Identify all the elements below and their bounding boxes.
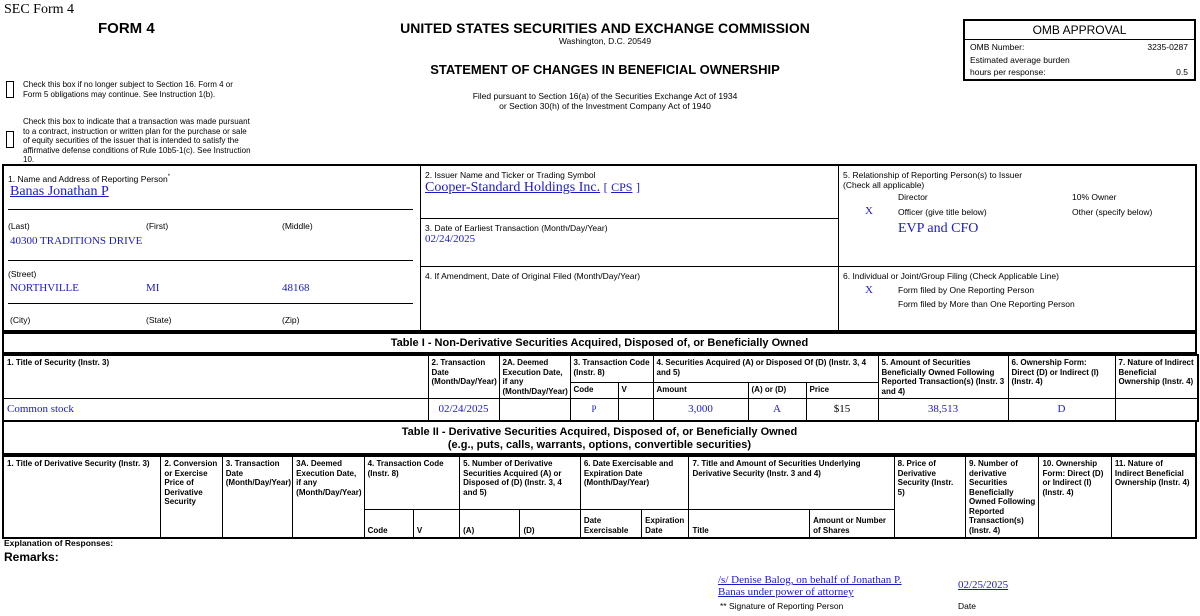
more-persons-option: Form filed by More than One Reporting Person	[898, 299, 1075, 309]
omb-number-label: OMB Number:	[970, 42, 1025, 52]
state-value: MI	[146, 282, 160, 294]
one-person-option: Form filed by One Reporting Person	[898, 285, 1035, 295]
t2-h-deemed: 3A. Deemed Execution Date, if any (Month/Day/Year)	[293, 456, 364, 538]
remarks-label: Remarks:	[4, 550, 59, 564]
agency-block	[380, 20, 830, 111]
t2-h-amount-sub: Amount or Number of Shares	[810, 510, 894, 538]
earliest-date-label: 3. Date of Earliest Transaction (Month/Day/Year)	[425, 223, 608, 233]
table2-subtitle: (e.g., puts, calls, warrants, options, convertible securities)	[447, 439, 752, 451]
amendment-label: 4. If Amendment, Date of Original Filed (Month/Day/Year)	[425, 271, 641, 281]
t1-h-aord-sub: (A) or (D)	[748, 383, 806, 399]
t1-owned-after: 38,513	[878, 399, 1008, 421]
t1-h-price-sub: Price	[806, 383, 878, 399]
section16-text: Check this box if no longer subject to Section 16. Form 4 or Form 5 obligations may continue. See Instruction 1(b).	[23, 80, 233, 99]
t1-h-deemed: 2A. Deemed Execution Date, if any (Month/Day/Year)	[499, 355, 570, 399]
t1-h-owned: 5. Amount of Securities Beneficially Owned Following Reported Transaction(s) (Instr. 3 and 4)	[878, 355, 1008, 399]
signature-date[interactable]: 02/25/2025	[958, 579, 1009, 591]
omb-approval-box	[963, 19, 1196, 81]
t1-v	[618, 399, 653, 421]
t1-h-nature: 7. Nature of Indirect Beneficial Ownership (Instr. 4)	[1115, 355, 1198, 399]
t1-price: $15	[806, 399, 878, 421]
explanation-label: Explanation of Responses:	[4, 538, 114, 548]
table1-title: Table I - Non-Derivative Securities Acquired, Disposed of, or Beneficially Owned	[2, 332, 1197, 354]
omb-burden-label: Estimated average burden	[970, 55, 1070, 65]
t2-h-owned: 9. Number of derivative Securities Beneficially Owned Following Reported Transaction(s) (Instr. 4)	[966, 456, 1039, 538]
t1-a-or-d: A	[748, 399, 806, 421]
ten-percent-owner-option: 10% Owner	[1072, 192, 1117, 202]
form-title: FORM 4	[98, 20, 155, 37]
t1-nature	[1115, 399, 1198, 421]
t2-h-date: 3. Transaction Date (Month/Day/Year)	[222, 456, 292, 538]
t1-amount: 3,000	[653, 399, 748, 421]
t2-h-underlying: 7. Title and Amount of Securities Underlying Derivative Security (Instr. 3 and 4)	[689, 456, 894, 510]
t1-h-code-sub: Code	[570, 383, 618, 399]
last-label: (Last)	[8, 221, 30, 231]
issuer-block	[425, 180, 640, 196]
relationship-sublabel: (Check all applicable)	[843, 180, 925, 190]
t1-h-title: 1. Title of Security (Instr. 3)	[3, 355, 428, 399]
zip-value: 48168	[282, 282, 310, 294]
agency-name: UNITED STATES SECURITIES AND EXCHANGE COMMISSION	[400, 20, 810, 36]
issuer-label: 2. Issuer Name and Ticker or Trading Symbol	[425, 170, 596, 180]
street-label: (Street)	[8, 269, 37, 279]
table2	[2, 455, 1197, 539]
t2-h-title: 1. Title of Derivative Security (Instr. 3)	[3, 456, 161, 538]
filing-label: 6. Individual or Joint/Group Filing (Check Applicable Line)	[843, 271, 1059, 281]
officer-mark: X	[865, 205, 873, 217]
one-person-mark: X	[865, 284, 873, 296]
filed-pursuant-1: Filed pursuant to Section 16(a) of the Securities Exchange Act of 1934	[472, 91, 738, 101]
officer-option: Officer (give title below)	[898, 207, 987, 217]
t1-h-acquired: 4. Securities Acquired (A) or Disposed Of (D) (Instr. 3, 4 and 5)	[653, 355, 878, 383]
table1	[2, 354, 1199, 422]
state-label: (State)	[146, 315, 172, 325]
section16-checkbox[interactable]	[6, 81, 14, 98]
t2-h-code: 4. Transaction Code (Instr. 8)	[364, 456, 460, 510]
ticker-close: ]	[635, 180, 640, 194]
city-label: (City)	[10, 315, 31, 325]
earliest-date-value: 02/24/2025	[425, 233, 476, 245]
first-label: (First)	[146, 221, 169, 231]
t1-transaction-date: 02/24/2025	[428, 399, 499, 421]
officer-title: EVP and CFO	[898, 221, 979, 236]
t1-h-amount-sub: Amount	[653, 383, 748, 399]
t1-h-date: 2. Transaction Date (Month/Day/Year)	[428, 355, 499, 399]
t2-h-form: 10. Ownership Form: Direct (D) or Indirect (I) (Instr. 4)	[1039, 456, 1111, 538]
agency-location: Washington, D.C. 20549	[558, 36, 652, 46]
t1-h-v-sub: V	[618, 383, 653, 399]
t2-h-expiration-sub: Expiration Date	[642, 510, 689, 538]
t2-h-exercisable-sub: Date Exercisable	[580, 510, 641, 538]
omb-number-row	[970, 42, 1188, 54]
city-value: NORTHVILLE	[10, 282, 79, 294]
street-address: 40300 TRADITIONS DRIVE	[10, 235, 143, 247]
t1-security-title: Common stock	[3, 399, 428, 421]
t2-h-number: 5. Number of Derivative Securities Acquired (A) or Disposed of (D) (Instr. 3, 4 and 5)	[460, 456, 581, 510]
reporting-person-name[interactable]: Banas Jonathan P	[10, 184, 109, 199]
relationship-label: 5. Relationship of Reporting Person(s) to Issuer	[843, 170, 1023, 180]
reporting-person-label: 1. Name and Address of Reporting Person*	[8, 173, 171, 184]
t2-h-code-sub: Code	[364, 510, 413, 538]
signature-link[interactable]: /s/ Denise Balog, on behalf of Jonathan P. Banas under power of attorney	[718, 574, 902, 598]
other-option: Other (specify below)	[1072, 207, 1153, 217]
table2-title-box	[2, 420, 1197, 455]
t2-h-d-sub: (D)	[520, 510, 580, 538]
omb-number-value: 3235-0287	[1147, 42, 1188, 52]
signature-label: ** Signature of Reporting Person	[720, 601, 844, 611]
zip-label: (Zip)	[282, 315, 300, 325]
form-top-label: SEC Form 4	[4, 2, 75, 17]
t1-h-form: 6. Ownership Form: Direct (D) or Indirect (I) (Instr. 4)	[1008, 355, 1115, 399]
middle-label: (Middle)	[282, 221, 313, 231]
omb-hours-value: 0.5	[1176, 67, 1188, 77]
issuer-name[interactable]: Cooper-Standard Holdings Inc.	[425, 180, 601, 195]
t2-h-a-sub: (A)	[460, 510, 520, 538]
director-option: Director	[898, 192, 928, 202]
statement-title: STATEMENT OF CHANGES IN BENEFICIAL OWNERSHIP	[430, 62, 780, 77]
t1-code: P	[570, 399, 618, 421]
t1-h-code: 3. Transaction Code (Instr. 8)	[570, 355, 653, 383]
date-label: Date	[958, 601, 976, 611]
t2-h-conversion: 2. Conversion or Exercise Price of Derivative Security	[161, 456, 222, 538]
omb-title: OMB APPROVAL	[965, 21, 1194, 40]
t2-h-v-sub: V	[413, 510, 459, 538]
rule10b5-text: Check this box to indicate that a transaction was made pursuant to a contract, instruction or written plan for the purchase or sale of equity securities of the issuer that is intended to satisfy the affirmative defense conditions of Rule 10b5-1(c). See Instruction 10.	[23, 117, 251, 164]
table-row	[3, 399, 1198, 421]
t2-h-exercisable: 6. Date Exercisable and Expiration Date (Month/Day/Year)	[580, 456, 689, 510]
filed-pursuant-2: or Section 30(h) of the Investment Company Act of 1940	[499, 101, 711, 111]
omb-hours-label: hours per response:	[970, 67, 1046, 77]
t2-h-nature: 11. Nature of Indirect Beneficial Ownership (Instr. 4)	[1111, 456, 1196, 538]
t1-deemed-date	[499, 399, 570, 421]
t1-ownership-form: D	[1008, 399, 1115, 421]
t2-h-price: 8. Price of Derivative Security (Instr. 5)	[894, 456, 965, 538]
omb-hours-row	[970, 67, 1188, 79]
table2-title: Table II - Derivative Securities Acquired, Disposed of, or Beneficially Owned	[401, 426, 798, 438]
rule10b5-checkbox[interactable]	[6, 131, 14, 148]
ticker-symbol[interactable]: CPS	[611, 180, 633, 194]
ticker-open: [	[603, 180, 608, 194]
t2-h-title-sub: Title	[689, 510, 810, 538]
